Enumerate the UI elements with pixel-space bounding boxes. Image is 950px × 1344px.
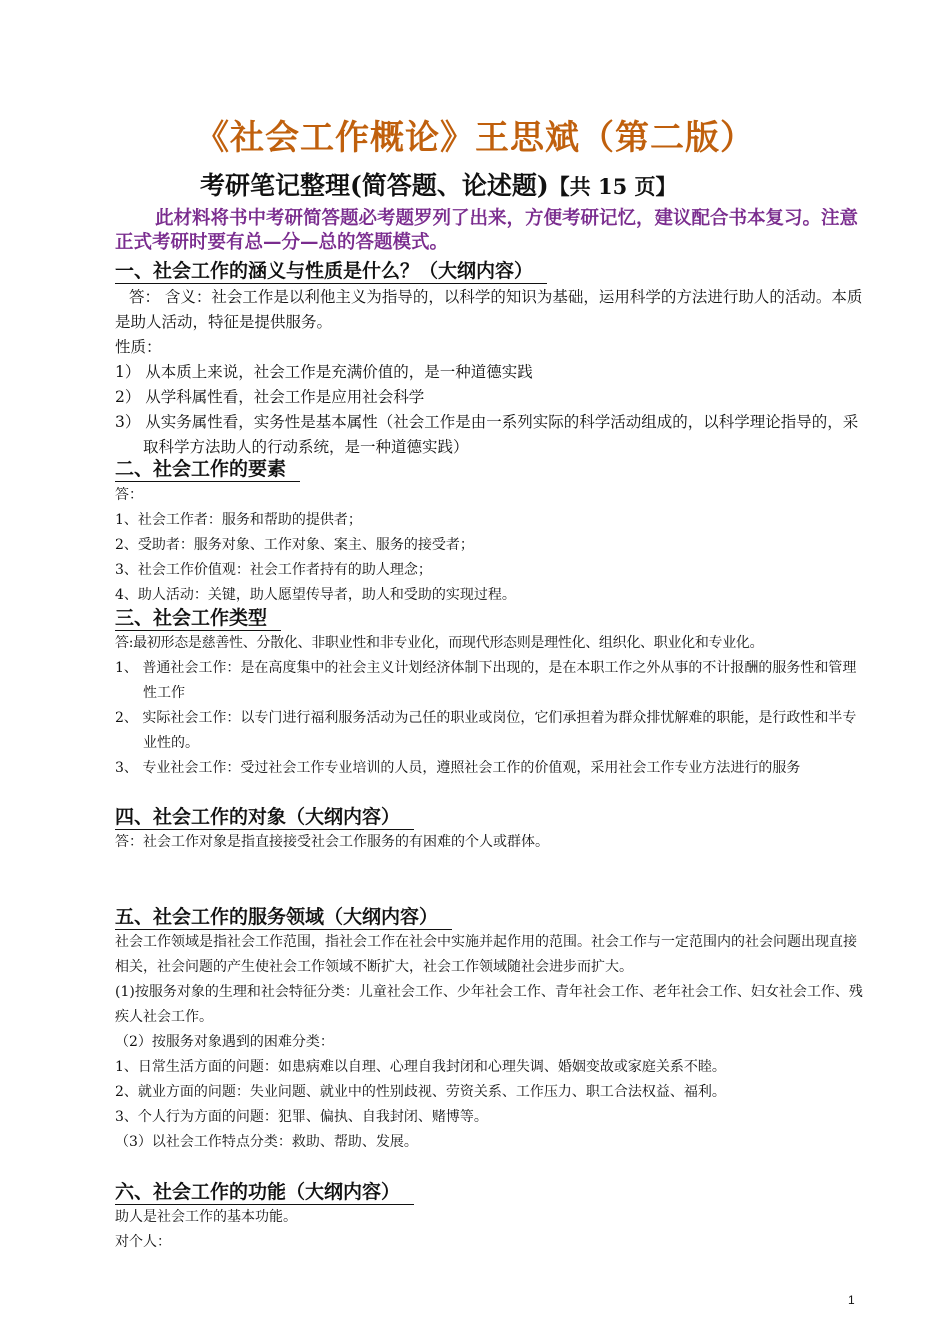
- section-6-heading: 六、社会工作的功能（大纲内容）: [115, 1180, 414, 1205]
- section-2-item: 3、社会工作价值观：社会工作者持有的助人理念；: [115, 562, 432, 578]
- section-6-line: 对个人：: [115, 1234, 171, 1250]
- section-5-classification-3: （3）以社会工作特点分类：救助、帮助、发展。: [115, 1134, 418, 1150]
- section-5-paragraph: 社会工作领域是指社会工作范围，指社会工作在社会中实施并起作用的范围。社会工作与一定范围内的社会问题出现直接相关，社会问题的产生使社会工作领域不断扩大，社会工作领域随社会进步而扩大。: [115, 934, 857, 975]
- section-4-heading: 四、社会工作的对象（大纲内容）: [115, 805, 414, 830]
- section-3: [115, 606, 870, 781]
- section-5-heading: 五、社会工作的服务领域（大纲内容）: [115, 905, 452, 930]
- section-3-item: 2、 实际社会工作：以专门进行福利服务活动为己任的职业或岗位，它们承担着为群众排忧解难的职能，是行政性和半专业性的。: [115, 710, 857, 751]
- section-2-item: 1、社会工作者：服务和帮助的提供者；: [115, 512, 362, 528]
- section-1-nature-label: 性质：: [115, 338, 162, 356]
- section-5-item: 1、日常生活方面的问题：如患病难以自理、心理自我封闭和心理失调、婚姻变故或家庭关系不睦。: [115, 1059, 726, 1075]
- section-5: [115, 905, 870, 1155]
- section-3-item: 1、 普通社会工作：是在高度集中的社会主义计划经济体制下出现的，是在本职工作之外从事的不计报酬的服务性和管理性工作: [115, 660, 857, 701]
- section-1: [115, 259, 870, 460]
- section-1-item: 3） 从实务属性看，实务性是基本属性（社会工作是由一系列实际的科学活动组成的，以科学理论指导的，采取科学方法助人的行动系统，是一种道德实践）: [115, 413, 859, 456]
- intro-note: 此材料将书中考研简答题必考题罗列了出来，方便考研记忆，建议配合书本复习。注意正式考研时要有总—分—总的答题模式。: [115, 208, 859, 253]
- section-3-heading: 三、社会工作类型: [115, 606, 281, 631]
- section-2-answer-label: 答：: [115, 487, 143, 503]
- section-1-heading: 一、社会工作的涵义与性质是什么？（大纲内容）: [115, 259, 547, 284]
- section-5-item: 2、就业方面的问题：失业问题、就业中的性别歧视、劳资关系、工作压力、职工合法权益、福利。: [115, 1084, 726, 1100]
- section-2-heading: 二、社会工作的要素: [115, 457, 300, 482]
- section-6-line: 助人是社会工作的基本功能。: [115, 1209, 297, 1225]
- section-2-item: 4、助人活动：关键，助人愿望传导者，助人和受助的实现过程。: [115, 587, 516, 603]
- section-4-answer: 答：社会工作对象是指直接接受社会工作服务的有困难的个人或群体。: [115, 834, 549, 850]
- section-2-item: 2、受助者：服务对象、工作对象、案主、服务的接受者；: [115, 537, 474, 553]
- section-1-item: 2） 从学科属性看，社会工作是应用社会科学: [115, 388, 425, 406]
- document-title: 《社会工作概论》王思斌（第二版）: [195, 118, 755, 158]
- subtitle-main: 考研笔记整理(简答题、论述题): [200, 171, 549, 200]
- section-1-item: 1） 从本质上来说，社会工作是充满价值的，是一种道德实践: [115, 363, 533, 381]
- section-3-item: 3、 专业社会工作：受过社会工作专业培训的人员，遵照社会工作的价值观，采用社会工作专业方法进行的服务: [115, 760, 801, 776]
- section-4: [115, 805, 870, 855]
- document-subtitle: [200, 166, 677, 202]
- section-3-answer: 答:最初形态是慈善性、分散化、非职业性和非专业化，而现代形态则是理性化、组织化、职业化和专业化。: [115, 635, 764, 651]
- section-1-answer: 答： 含义：社会工作是以利他主义为指导的，以科学的知识为基础，运用科学的方法进行助人的活动。本质是助人活动，特征是提供服务。: [115, 288, 863, 331]
- section-5-classification-1: (1)按服务对象的生理和社会特征分类：儿童社会工作、少年社会工作、青年社会工作、老年社会工作、妇女社会工作、残疾人社会工作。: [115, 984, 863, 1025]
- subtitle-page-count: 【共 15 页】: [548, 174, 677, 199]
- page-number: 1: [848, 1293, 855, 1307]
- section-2: [115, 457, 870, 608]
- section-5-item: 3、个人行为方面的问题：犯罪、偏执、自我封闭、赌博等。: [115, 1109, 488, 1125]
- section-6: [115, 1180, 870, 1255]
- section-5-classification-2: （2）按服务对象遇到的困难分类：: [115, 1034, 334, 1050]
